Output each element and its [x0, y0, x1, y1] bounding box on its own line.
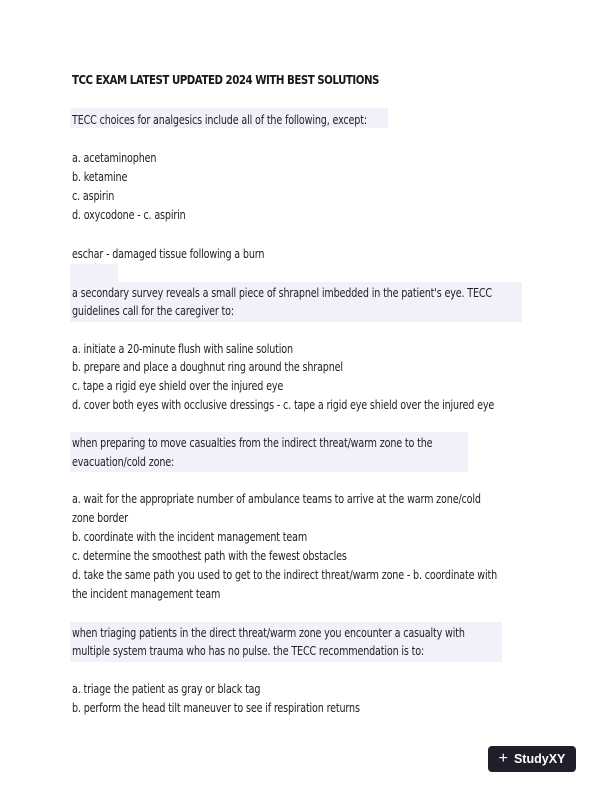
definition-text: eschar - damaged tissue following a burn: [72, 247, 265, 261]
answer-option: b. ketamine: [72, 170, 128, 184]
answer-option: c. determine the smoothest path with the fewest obstacles: [72, 549, 347, 563]
answer-option: a. initiate a 20-minute flush with saline solution: [72, 342, 293, 356]
question-text: TECC choices for analgesics include all of the following, except:: [72, 113, 367, 127]
answer-option: d. cover both eyes with occlusive dressings - c. tape a rigid eye shield over the injured eye: [72, 398, 495, 412]
question-text: when preparing to move casualties from the indirect threat/warm zone to the: [72, 436, 433, 450]
answer-option: b. perform the head tilt maneuver to see if respiration returns: [72, 701, 360, 715]
answer-option: d. oxycodone - c. aspirin: [72, 208, 186, 222]
studyxy-badge[interactable]: [488, 746, 576, 772]
answer-option: b. prepare and place a doughnut ring around the shrapnel: [72, 360, 343, 374]
question-text: a secondary survey reveals a small piece of shrapnel imbedded in the patient's eye. TECC: [72, 286, 492, 300]
answer-option: c. aspirin: [72, 189, 115, 203]
badge-label: StudyXY: [513, 752, 566, 766]
answer-option: a. acetaminophen: [72, 151, 157, 165]
answer-option: c. tape a rigid eye shield over the injured eye: [72, 379, 284, 393]
answer-option: a. wait for the appropriate number of ambulance teams to arrive at the warm zone/cold: [72, 492, 481, 506]
answer-option: b. coordinate with the incident management team: [72, 530, 308, 544]
question-text: multiple system trauma who has no pulse. the TECC recommendation is to:: [72, 644, 425, 658]
answer-option: zone border: [72, 511, 128, 525]
answer-option: the incident management team: [72, 587, 221, 601]
plus-icon: +: [498, 750, 508, 767]
document-title: TCC EXAM LATEST UPDATED 2024 WITH BEST SOLUTIONS: [72, 72, 379, 87]
answer-option: a. triage the patient as gray or black tag: [72, 682, 261, 696]
question-text: when triaging patients in the direct threat/warm zone you encounter a casualty with: [72, 626, 465, 640]
question-text: evacuation/cold zone:: [72, 455, 175, 469]
question-text: guidelines call for the caregiver to:: [72, 304, 234, 318]
highlight-band: [70, 264, 118, 282]
answer-option: d. take the same path you used to get to the indirect threat/warm zone - b. coordinate with: [72, 568, 497, 582]
